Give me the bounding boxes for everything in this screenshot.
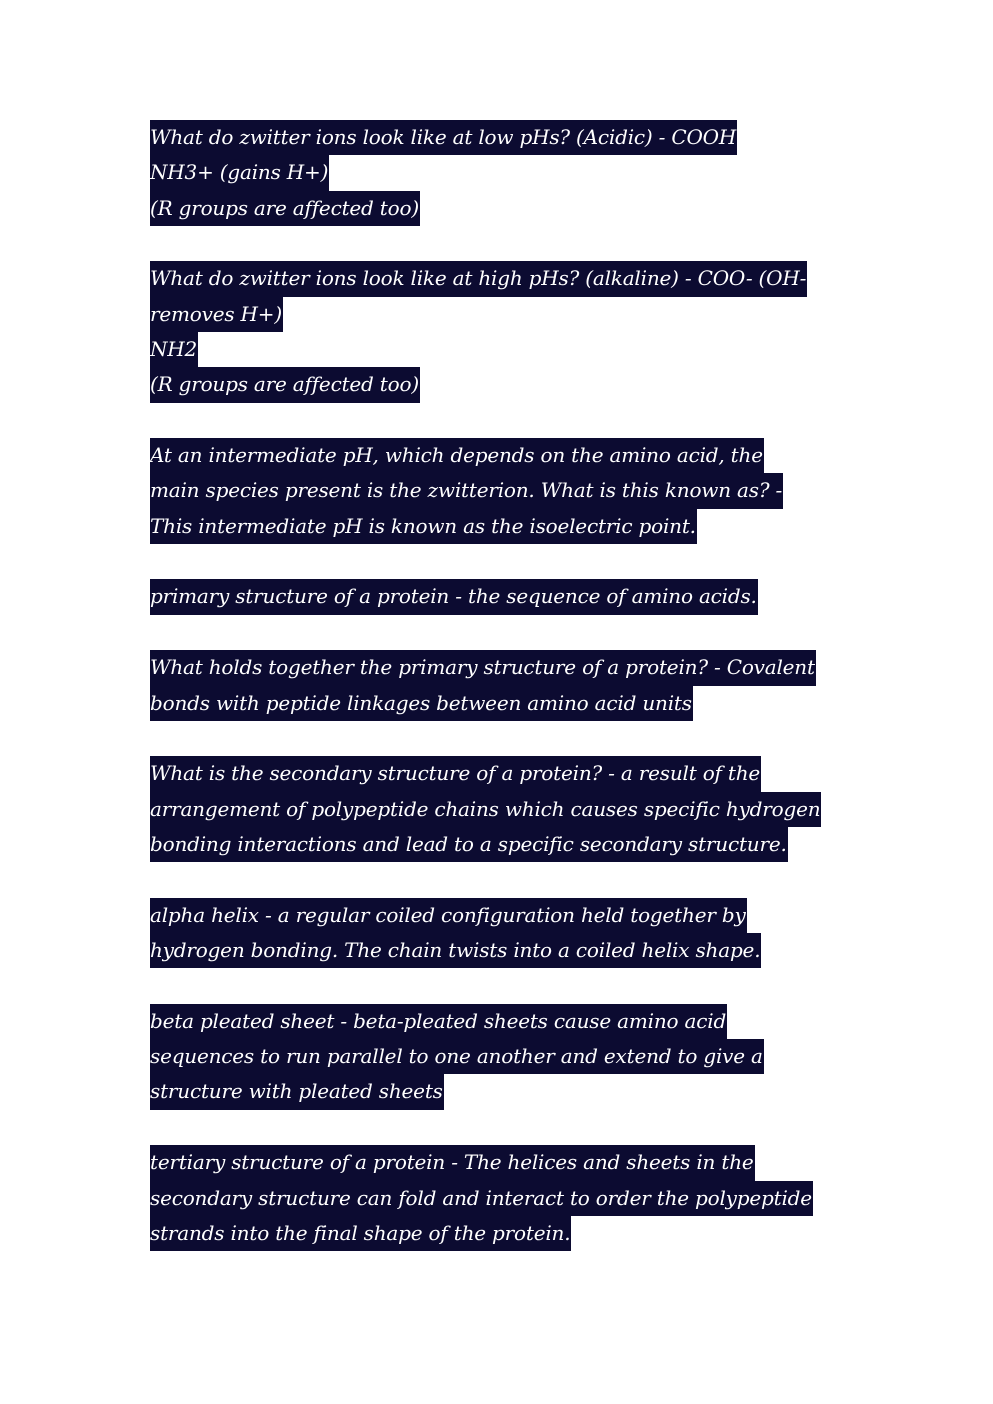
card-text-line: NH2 bbox=[150, 332, 198, 367]
card-text-line: NH3+ (gains H+) bbox=[150, 155, 329, 190]
card-text-line: (R groups are affected too) bbox=[150, 367, 420, 402]
card-text-line: arrangement of polypeptide chains which causes specific hydrogen bbox=[150, 792, 821, 827]
flashcard-document bbox=[150, 120, 850, 1287]
card-text-line: What do zwitter ions look like at low pHs? (Acidic) - COOH bbox=[150, 120, 737, 155]
card-text-line: removes H+) bbox=[150, 297, 283, 332]
card-text-line: What is the secondary structure of a protein? - a result of the bbox=[150, 756, 761, 791]
flashcard-primary-bonds bbox=[150, 650, 850, 721]
flashcard-alpha-helix bbox=[150, 898, 850, 969]
card-text-line: sequences to run parallel to one another and extend to give a bbox=[150, 1039, 764, 1074]
card-text-line: What do zwitter ions look like at high pHs? (alkaline) - COO- (OH- bbox=[150, 261, 807, 296]
card-text-line: alpha helix - a regular coiled configuration held together by bbox=[150, 898, 747, 933]
card-text-line: strands into the final shape of the protein. bbox=[150, 1216, 571, 1251]
flashcard-low-ph bbox=[150, 120, 850, 226]
card-text-line: (R groups are affected too) bbox=[150, 191, 420, 226]
card-text-line: This intermediate pH is known as the isoelectric point. bbox=[150, 509, 697, 544]
card-text-line: At an intermediate pH, which depends on the amino acid, the bbox=[150, 438, 764, 473]
card-text-line: bonds with peptide linkages between amino acid units bbox=[150, 686, 693, 721]
card-text-line: beta pleated sheet - beta-pleated sheets cause amino acid bbox=[150, 1004, 727, 1039]
card-text-line: secondary structure can fold and interact to order the polypeptide bbox=[150, 1181, 813, 1216]
card-text-line: What holds together the primary structure of a protein? - Covalent bbox=[150, 650, 816, 685]
card-text-line: main species present is the zwitterion. What is this known as? - bbox=[150, 473, 783, 508]
card-text-line: primary structure of a protein - the sequence of amino acids. bbox=[150, 579, 758, 614]
flashcard-primary-structure bbox=[150, 579, 850, 614]
flashcard-secondary-structure bbox=[150, 756, 850, 862]
card-text-line: structure with pleated sheets bbox=[150, 1074, 444, 1109]
card-text-line: bonding interactions and lead to a specific secondary structure. bbox=[150, 827, 788, 862]
flashcard-isoelectric-point bbox=[150, 438, 850, 544]
card-text-line: tertiary structure of a protein - The helices and sheets in the bbox=[150, 1145, 755, 1180]
flashcard-high-ph bbox=[150, 261, 850, 402]
flashcard-beta-pleated-sheet bbox=[150, 1004, 850, 1110]
card-text-line: hydrogen bonding. The chain twists into a coiled helix shape. bbox=[150, 933, 761, 968]
flashcard-tertiary-structure bbox=[150, 1145, 850, 1251]
